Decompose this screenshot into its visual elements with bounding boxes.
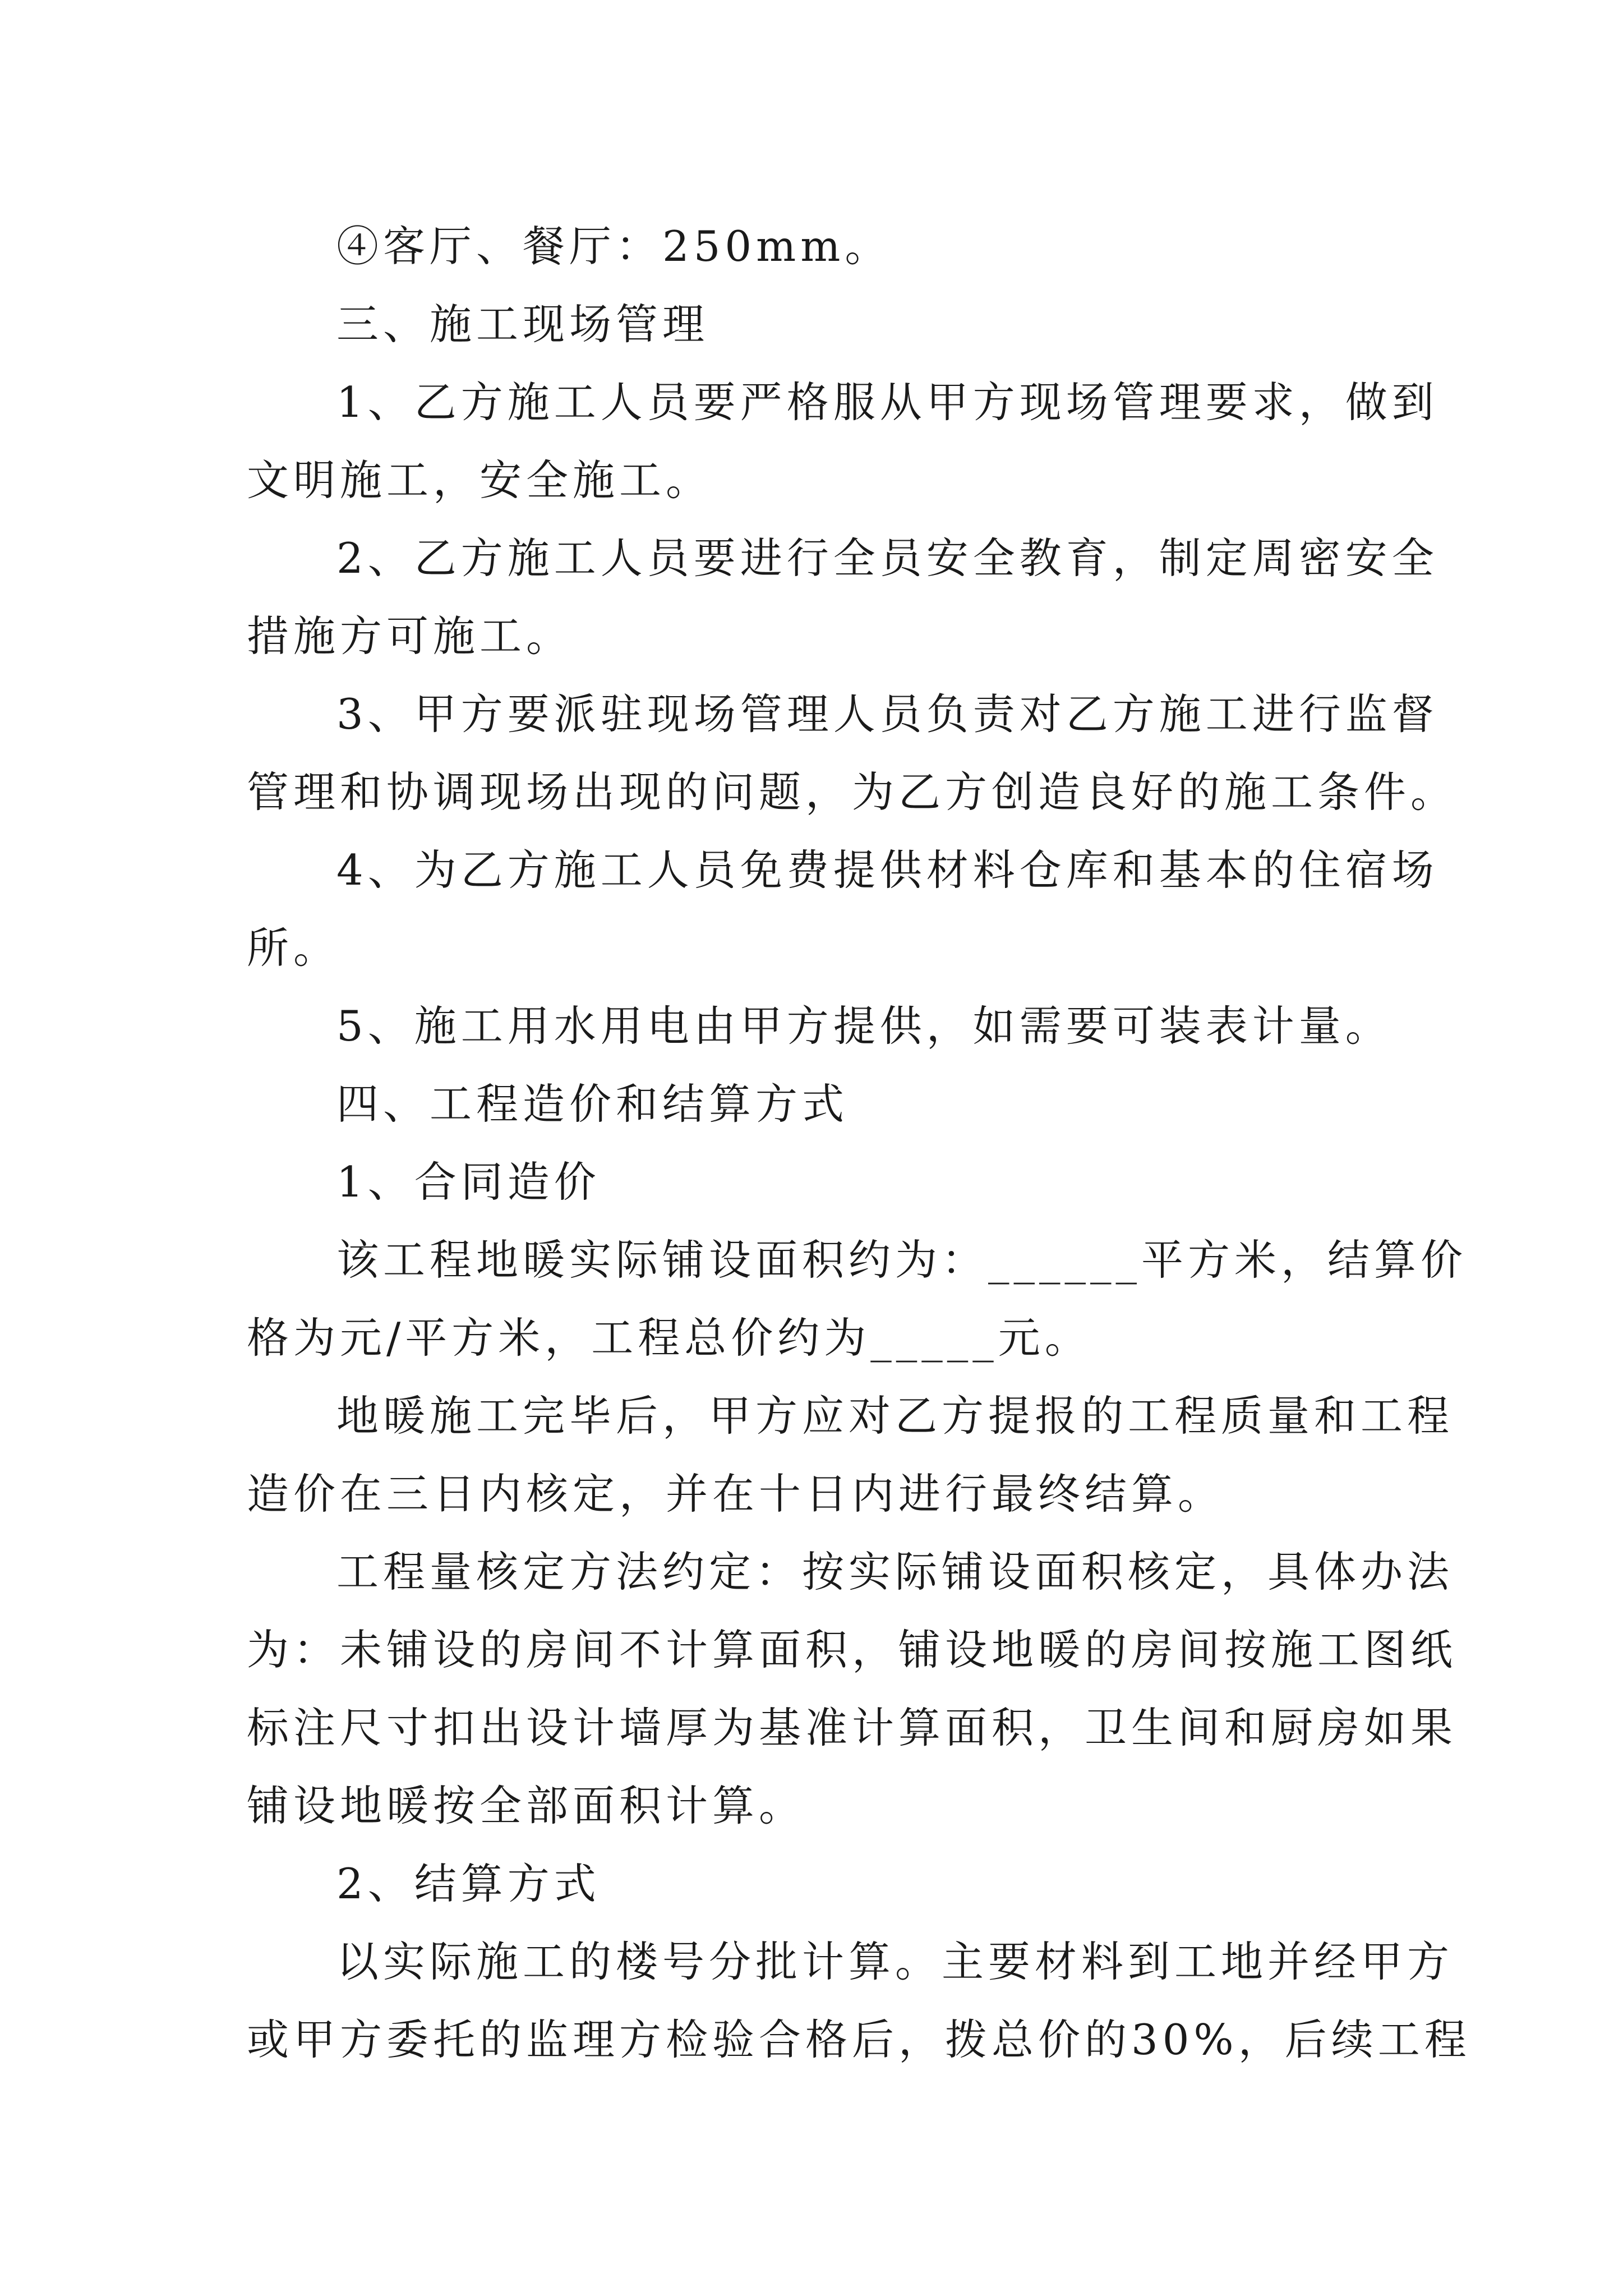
text-line: 工程量核定方法约定：按实际铺设面积核定，具体办法 [336,1547,1454,1596]
document-body [247,208,1471,2079]
section-heading: 三、施工现场管理 [336,300,709,349]
text-line: 或甲方委托的监理方检验合格后，拨总价的30%，后续工程 [247,2015,1471,2064]
text-line: 管理和协调现场出现的问题，为乙方创造良好的施工条件。 [247,767,1458,817]
subsection-heading: 1、合同造价 [336,1157,601,1207]
text-line: 为：未铺设的房间不计算面积，铺设地暖的房间按施工图纸 [247,1625,1458,1674]
subsection-heading: 2、结算方式 [336,1859,601,1908]
text-line: 1、乙方施工人员要严格服从甲方现场管理要求，做到 [336,378,1438,427]
text-line: 所。 [247,923,340,973]
text-line: 5、施工用水用电由甲方提供，如需要可装表计量。 [336,1001,1392,1051]
text-line: 地暖施工完毕后，甲方应对乙方提报的工程质量和工程 [336,1391,1454,1441]
text-line: 造价在三日内核定，并在十日内进行最终结算。 [247,1469,1225,1519]
text-line: 文明施工，安全施工。 [247,455,713,505]
text-line: 4、为乙方施工人员免费提供材料仓库和基本的住宿场 [336,845,1438,895]
text-line: 铺设地暖按全部面积计算。 [247,1781,806,1830]
text-line: 3、甲方要派驻现场管理人员负责对乙方施工进行监督 [336,689,1438,739]
text-line: 格为元/平方米，工程总价约为_____元。 [247,1313,1091,1363]
section-heading: 四、工程造价和结算方式 [336,1079,849,1129]
text-line: 标注尺寸扣出设计墙厚为基准计算面积，卫生间和厨房如果 [247,1703,1458,1752]
text-line: ④客厅、餐厅：250mm。 [336,222,892,271]
text-line: 措施方可施工。 [247,611,573,661]
text-line: 2、乙方施工人员要进行全员安全教育，制定周密安全 [336,533,1438,583]
text-line: 该工程地暖实际铺设面积约为：______平方米，结算价 [336,1235,1468,1285]
text-line: 以实际施工的楼号分批计算。主要材料到工地并经甲方 [336,1937,1454,1986]
